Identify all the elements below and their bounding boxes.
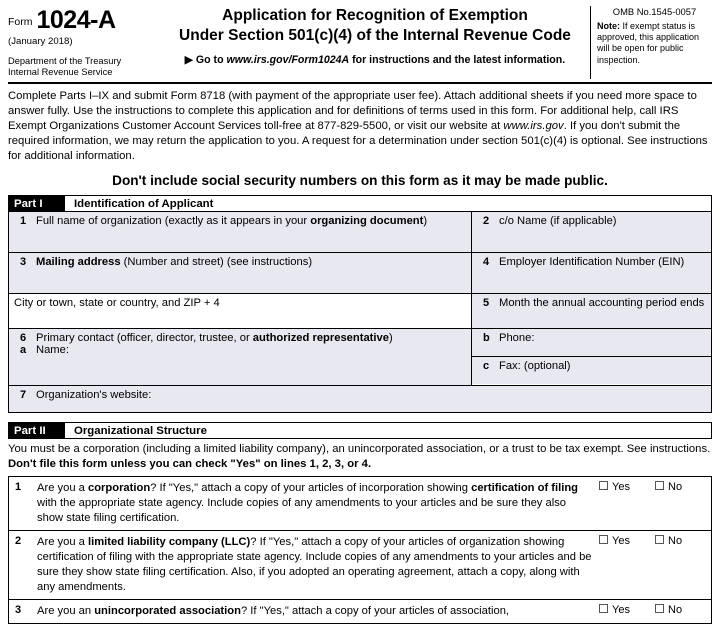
part-1-title: Identification of Applicant <box>74 197 214 210</box>
line-6-main <box>14 332 466 344</box>
question-row-3 <box>9 600 711 623</box>
checkbox-icon[interactable] <box>655 481 664 490</box>
omb-number: OMB No.1545-0057 <box>612 6 697 17</box>
line-number-3: 3 <box>20 256 27 269</box>
q2-answer-boxes <box>599 531 711 599</box>
line-number-4: 4 <box>483 256 490 269</box>
line-number-2: 2 <box>483 215 490 228</box>
line-5-label: Month the annual accounting period ends <box>499 297 705 310</box>
line-6a-label: Name: <box>36 344 69 357</box>
q1-yes-option[interactable] <box>599 481 649 493</box>
part-2-intro <box>8 442 712 472</box>
arrow-icon: ▶ <box>184 54 193 66</box>
contact-subcells <box>472 329 711 384</box>
checkbox-icon[interactable] <box>655 604 664 613</box>
form-number: 1024-A <box>36 6 116 34</box>
omb-note-label: Note: <box>597 20 620 31</box>
line-6-label: Primary contact (officer, director, trustee, or authorized representative) <box>36 332 393 345</box>
q3-text: Are you an unincorporated association? If "Yes," attach a copy of your articles of association, <box>37 604 510 617</box>
form-title-line-1: Application for Recognition of Exemption <box>222 7 528 24</box>
part1-row-2 <box>9 253 711 294</box>
checkbox-icon[interactable] <box>599 535 608 544</box>
checkbox-icon[interactable] <box>599 604 608 613</box>
line-number-7: 7 <box>20 389 27 402</box>
form-header <box>8 6 712 84</box>
part-2-bar <box>8 422 712 439</box>
irs-gov-link: www.irs.gov <box>503 119 564 132</box>
omb-note-text: If exempt status is approved, this application will be open for public inspection. <box>597 20 700 65</box>
checkbox-icon[interactable] <box>655 535 664 544</box>
field-phone[interactable] <box>472 329 711 357</box>
q2-yes-label: Yes <box>612 534 630 547</box>
line-3-label <box>36 256 312 268</box>
omb-block <box>590 6 712 79</box>
line-4-label: Employer Identification Number (EIN) <box>499 256 685 269</box>
q2-no-label: No <box>668 534 683 547</box>
question-row-2 <box>9 531 711 600</box>
part1-row-4 <box>9 329 711 386</box>
line-7-label: Organization's website: <box>36 389 152 402</box>
form-revision-date: (January 2018) <box>8 36 73 47</box>
question-row-1 <box>9 477 711 531</box>
part-2-intro-bold: Don't file this form unless you can check "Yes" on lines 1, 2, 3, or 4. <box>8 458 372 471</box>
header-title-block <box>160 6 590 79</box>
line-6a-letter: a <box>20 344 27 357</box>
field-organization-name[interactable] <box>9 212 472 252</box>
form-label: Form <box>8 16 33 28</box>
part-1-tag: Part I <box>9 196 65 211</box>
department-block <box>8 56 154 79</box>
part1-row-1 <box>9 212 711 253</box>
q3-number: 3 <box>15 603 22 616</box>
line-6b-label: Phone: <box>499 332 535 345</box>
department-line-2: Internal Revenue Service <box>8 67 113 78</box>
ssn-warning: Don't include social security numbers on this form as it may be made public. <box>112 173 608 189</box>
line-number-6: 6 <box>20 332 27 345</box>
q3-answer-boxes <box>599 600 711 623</box>
intro-paragraph: Complete Parts I–IX and submit Form 8718 (with payment of the appropriate user fee). Attach additional sheets if you need more space to answer fully. Use the instructions to complete this application and for definitions of terms used in this form. For additional help, call IRS Exempt Organizations Customer Account Services toll-free at 877-829-5500, or visit our website at www.irs.gov. If you don't submit the required information, we may return the application to you. A request for a determination under section 501(c)(4) is optional. See instructions for additional information. <box>8 89 708 163</box>
checkbox-icon[interactable] <box>599 481 608 490</box>
field-ein[interactable] <box>472 253 711 293</box>
field-fax[interactable] <box>472 357 711 384</box>
line-6c-letter: c <box>483 360 490 373</box>
q2-text: Are you a limited liability company (LLC)? If "Yes," attach a copy of your articles of organization showing certification of filing with the appropriate state agency. Include copies of any amendments to your articles and be sure they show state filing certification. Also, if you adopted an operating agreement, attach a copy, along with any amendments. <box>37 535 592 593</box>
q2-no-option[interactable] <box>655 535 705 547</box>
line-2-label: c/o Name (if applicable) <box>499 215 617 228</box>
goto-text: Go to www.irs.gov/Form1024A for instructions and the latest information. <box>195 54 566 66</box>
q1-no-label: No <box>668 480 683 493</box>
line-6b-letter: b <box>483 332 490 345</box>
department-line-1: Department of the Treasury <box>8 56 122 66</box>
part-2-title: Organizational Structure <box>74 424 207 437</box>
mailing-address-bold: Mailing address <box>36 256 121 269</box>
q1-text: Are you a corporation? If "Yes," attach a copy of your articles of incorporation showing certification of filing with the appropriate state agency. Include copies of any amendments to your articles and be sure they also show state filing certification. <box>37 481 579 524</box>
city-line-label: City or town, state or country, and ZIP + 4 <box>14 297 220 310</box>
part1-row-5 <box>9 386 711 413</box>
q1-answer-boxes <box>599 477 711 530</box>
q3-no-label: No <box>668 603 683 616</box>
q3-yes-option[interactable] <box>599 604 649 616</box>
part1-row-3 <box>9 294 711 329</box>
header-left-block <box>8 6 160 79</box>
q3-no-option[interactable] <box>655 604 705 616</box>
field-accounting-period[interactable] <box>472 294 711 328</box>
irs-url: www.irs.gov/Form1024A <box>226 54 350 66</box>
part-2-tag: Part II <box>9 423 65 438</box>
q1-yes-label: Yes <box>612 480 630 493</box>
line-number-5: 5 <box>483 297 490 310</box>
part-1-grid <box>8 212 712 413</box>
mailing-address-rest: (Number and street) (see instructions) <box>120 256 313 269</box>
contact-right-column <box>472 329 711 385</box>
goto-instructions-line <box>164 54 586 66</box>
organizing-document-bold: organizing document <box>310 215 424 228</box>
form-identifier <box>8 6 154 35</box>
q3-yes-label: Yes <box>612 603 630 616</box>
omb-note <box>597 21 712 66</box>
line-6a-name <box>14 344 466 356</box>
q2-yes-option[interactable] <box>599 535 649 547</box>
q1-number: 1 <box>15 480 22 493</box>
field-website[interactable] <box>9 386 711 412</box>
field-mailing-address[interactable] <box>9 253 472 293</box>
q2-number: 2 <box>15 534 22 547</box>
part-2-questions <box>8 476 712 624</box>
form-title-line-2: Under Section 501(c)(4) of the Internal Revenue Code <box>179 27 571 44</box>
field-primary-contact[interactable] <box>9 329 472 385</box>
authorized-representative-bold: authorized representative <box>252 332 389 345</box>
q1-no-option[interactable] <box>655 481 705 493</box>
line-6c-label: Fax: (optional) <box>499 360 571 373</box>
part-2-intro-text: You must be a corporation (including a limited liability company), an unincorporated association, or a trust to be tax exempt. See instructions. <box>8 443 711 456</box>
line-number-1: 1 <box>20 215 27 228</box>
line-1-label: Full name of organization (exactly as it appears in your organizing document) <box>36 215 428 228</box>
part-1-bar <box>8 195 712 212</box>
field-city-state-zip[interactable] <box>9 294 472 328</box>
field-co-name[interactable] <box>472 212 711 252</box>
